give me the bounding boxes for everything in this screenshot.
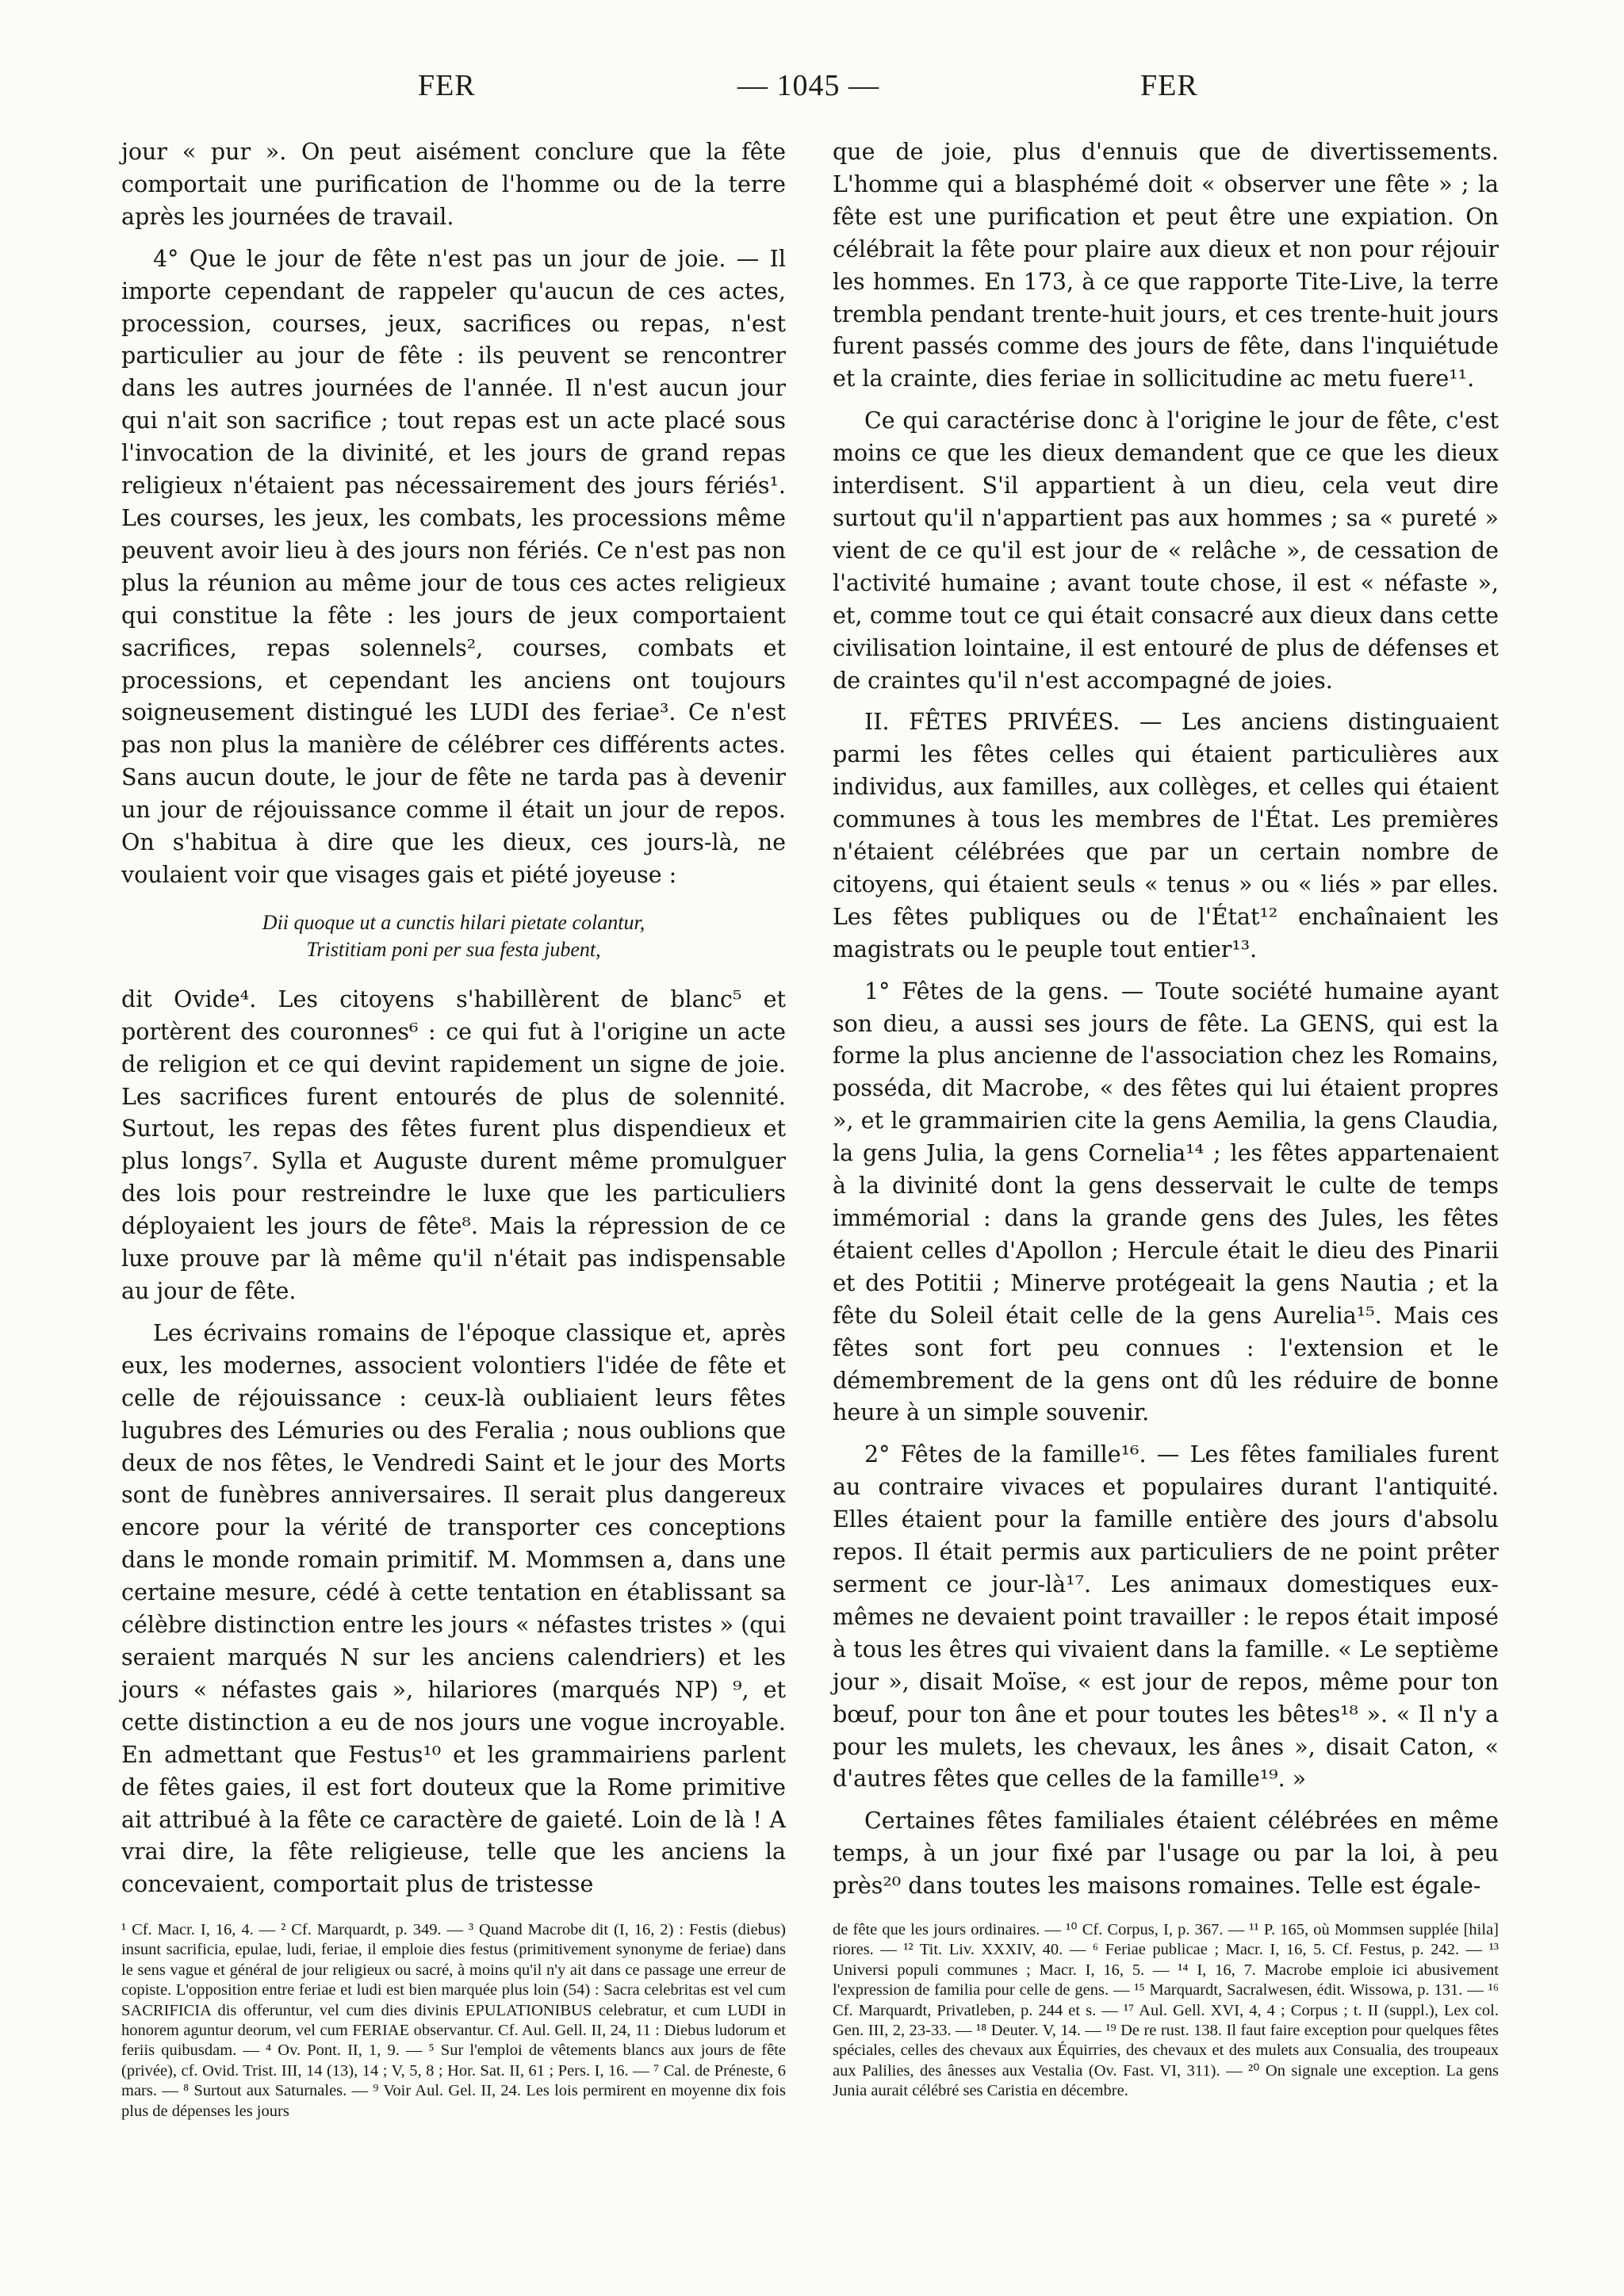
left-paragraph-2: 4° Que le jour de fête n'est pas un jour de joie. — Il importe cependant de rappeler qu'aucun de ces actes, procession, courses, jeux, sacrifices ou repas, n'est particulier au jour de fête : ils peuvent se rencontrer dans les autres journées de l'année. Il n'est aucun jour qui n'ait son sacrifice ; tout repas est un acte placé sous l'invocation de la divinité, et les jours de grand repas religieux n'étaient pas nécessairement des jours fériés¹. Les courses, les jeux, les combats, les processions même peuvent avoir lieu à des jours non fériés. Ce n'est pas non plus la réunion au même jour de tous ces actes religieux qui constitue la fête : les jours de jeux comportaient sacrifices, repas solennels², courses, combats et processions, et cependant les anciens ont toujours soigneusement distingué les LUDI des feriae³. Ce n'est pas non plus la manière de célébrer ces différents actes. Sans aucun doute, le jour de fête ne tarda pas à devenir un jour de réjouissance comme il était un jour de repos. On s'habitua à dire que les dieux, ces jours-là, ne voulaient voir que visages gais et piété joyeuse : [121,245,786,888]
footnotes-left-text: ¹ Cf. Macr. I, 16, 4. — ² Cf. Marquardt, p. 349. — ³ Quand Macrobe dit (I, 16, 2) : Festis (diebus) insunt sacrificia, epulae, ludi, feriae, il emploie dies festus (primitivement synonyme de feriae) dans le sens vague et général de jour religieux ou sacré, à moins qu'il n'y ait dans ce passage une erreur de copiste. L'opposition entre feriae et ludi est bien marquée plus loin (54) : Sacra celebritas est vel cum SACRIFICIA dis offeruntur, vel cum dies divinis EPULATIONIBUS celebratur, et cum LUDI in honorem aguntur deorum, vel cum FERIAE observantur. Cf. Aul. Gell. II, 24, 11 : Diebus ludorum et feriis quibusdam. — ⁴ Ov. Pont. II, 1, 9. — ⁵ Sur l'emploi de vêtements blancs aux jours de fête (privée), cf. Ovid. Trist. III, 14 (13), 14 ; V, 5, 8 ; Hor. Sat. II, 61 ; Pers. I, 16. — ⁷ Cal. de Préneste, 6 mars. — ⁸ Surtout aux Saturnales. — ⁹ Voir Aul. Gel. II, 24. Les lois permirent en moyenne dix fois plus de dépenses les jours [121,1921,786,2120]
page-number: — 1045 — [737,69,879,102]
quote-line-2: Tristitiam poni per sua festa jubent, [306,937,601,961]
footnotes-right-text: de fête que les jours ordinaires. — ¹⁰ Cf. Corpus, I, p. 367. — ¹¹ P. 165, où Mommsen supplée [hila] riores. — ¹² Tit. Liv. XXXIV, 40. — ⁶ Feriae publicae ; Macr. I, 16, 5. Cf. Festus, p. 242. — ¹³ Universi populi communes ; Macr. I, 16, 5. — ¹⁴ I, 16, 7. Macrobe emploie ici abusivement l'expression de familia pour celle de gens. — ¹⁵ Marquardt, Sacralwesen, édit. Wissowa, p. 131. — ¹⁶ Cf. Marquardt, Privatleben, p. 244 et s. — ¹⁷ Aul. Gell. XVI, 4, 4 ; Corpus ; t. II (suppl.), Lex col. Gen. III, 2, 23-33. — ¹⁸ Deuter. V, 14. — ¹⁹ De re rust. 138. Il faut faire exception pour quelques fêtes spéciales, celles des chevaux aux Équirries, des chevaux et des mulets aux Consualia, des troupeaux aux Palilies, des ânesses aux Vestalia (Ov. Fast. VI, 311). — ²⁰ On signale une exception. La gens Junia aurait célébré ses Caristia en décembre. [833,1921,1499,2100]
section-fetes-privees: II. FÊTES PRIVÉES. — Les anciens distinguaient parmi les fêtes celles qui étaient particulières aux individus, aux familles, aux collèges, et celles qui étaient communes à tous les membres de l'État. Les premières n'étaient célébrées que par un certain nombre de citoyens, qui étaient seuls « tenus » ou « liés » par elles. Les fêtes publiques ou de l'État¹² enchaînaient les magistrats ou le peuple tout entier¹³. [833,709,1499,962]
quote-line-1: Dii quoque ut a cunctis hilari pietate colantur, [262,910,645,934]
right-paragraph-2: Ce qui caractérise donc à l'origine le jour de fête, c'est moins ce que les dieux demandent que ce que les dieux interdisent. S'il appartient à un dieu, cela veut dire surtout qu'il n'appartient pas aux hommes ; sa « pureté » vient de ce qu'il est jour de « relâche », de cessation de l'activité humaine ; avant toute chose, il est « néfaste », et, comme tout ce qui était consacré aux dieux dans cette civilisation lointaine, il est entouré de plus de défenses et de craintes qu'il n'est accompagné de joies. [833,408,1499,694]
left-paragraph-1: jour « pur ». On peut aisément conclure que la fête comportait une purification de l'homme ou de la terre après les journées de travail. [121,139,786,230]
left-column [121,136,786,1911]
subsection-fetes-gens: 1° Fêtes de la gens. — Toute société humaine ayant son dieu, a aussi ses jours de fête. La GENS, qui est la forme la plus ancienne de l'association chez les Romains, posséda, dit Macrobe, « des fêtes qui lui étaient propres », et le grammairien cite la gens Aemilia, la gens Claudia, la gens Julia, la gens Cornelia¹⁴ ; les fêtes appartenaient à la divinité dont la gens desservait le culte de temps immémorial : dans la grande gens des Jules, les fêtes étaient celles d'Apollon ; Hercule était le dieu des Pinarii et des Potitii ; Minerve protégeait la gens Nautia ; et la fête du Soleil était celle de la gens Aurelia¹⁵. Mais ces fêtes sont fort peu connues : l'extension et le démembrement de la gens ont dû les réduire de bonne heure à un simple souvenir. [833,978,1499,1426]
right-paragraph-1: que de joie, plus d'ennuis que de divertissements. L'homme qui a blasphémé doit « observer une fête » ; la fête est une purification et peut être une expiation. On célébrait la fête pour plaire aux dieux et non pour réjouir les hommes. En 173, à ce que rapporte Tite-Live, la terre trembla pendant trente-huit jours, et ces trente-huit jours furent passés comme des jours de fête, dans l'inquiétude et la crainte, dies feriae in sollicitudine ac metu fuere¹¹. [833,139,1499,392]
subsection-fetes-famille: 2° Fêtes de la famille¹⁶. — Les fêtes familiales furent au contraire vivaces et populaires durant l'antiquité. Elles étaient pour la famille entière des jours d'absolu repos. Il était permis aux particuliers de ne point prêter serment ce jour-là¹⁷. Les animaux domestiques eux-mêmes ne devaient point travailler : le repos était imposé à tous les êtres qui vivaient dans la famille. « Le septième jour », disait Moïse, « est jour de repos, même pour ton bœuf, pour ton âne et pour toutes les bêtes¹⁸ ». « Il n'y a pour les mulets, les chevaux, les ânes », disait Caton, « d'autres fêtes que celles de la famille¹⁹. » [833,1441,1499,1793]
right-column [833,136,1499,1912]
footnotes-right [833,1920,1499,2102]
right-paragraph-6: Certaines fêtes familiales étaient célébrées en même temps, à un jour fixé par l'usage ou par la loi, à peu près²⁰ dans toutes les maisons romaines. Telle est égale- [833,1808,1499,1900]
left-paragraph-3: dit Ovide⁴. Les citoyens s'habillèrent de blanc⁵ et portèrent des couronnes⁶ : ce qui fut à l'origine un acte de religion et ce qui devint rapidement un signe de joie. Les sacrifices furent entourés de plus de solennité. Surtout, les repas des fêtes furent plus dispendieux et plus longs⁷. Sylla et Auguste durent même promulguer des lois pour restreindre le luxe que les particuliers déployaient les jours de fête⁸. Mais la répression de ce luxe prouve par là même qu'il n'était pas indispensable au jour de fête. [121,985,786,1304]
footnotes-left [121,1920,786,2122]
ovid-quote [121,909,786,963]
left-paragraph-4: Les écrivains romains de l'époque classique et, après eux, les modernes, associent volontiers l'idée de fête et celle de réjouissance : ceux-là oubliaient leurs fêtes lugubres des Lémuries ou des Feralia ; nous oublions que deux de nos fêtes, le Vendredi Saint et le jour des Morts sont de funèbres anniversaires. Il serait plus dangereux encore pour la vérité de transporter ces conceptions dans le monde romain primitif. M. Mommsen a, dans une certaine mesure, cédé à cette tentation en établissant sa célèbre distinction entre les jours « néfastes tristes » (qui seraient marqués N sur les anciens calendriers) et les jours « néfastes gais », hilariores (marqués NP) ⁹, et cette distinction a eu de nos jours une vogue incroyable. En admettant que Festus¹⁰ et les grammairiens parlent de fêtes gaies, il est fort douteux que la Rome primitive ait attribué à la fête ce caractère de gaieté. Loin de là ! A vrai dire, la fête religieuse, telle que les anciens la concevaient, comportait plus de tristesse [121,1319,786,1898]
running-head-left: FER [418,69,476,102]
running-head-right: FER [1140,69,1198,102]
